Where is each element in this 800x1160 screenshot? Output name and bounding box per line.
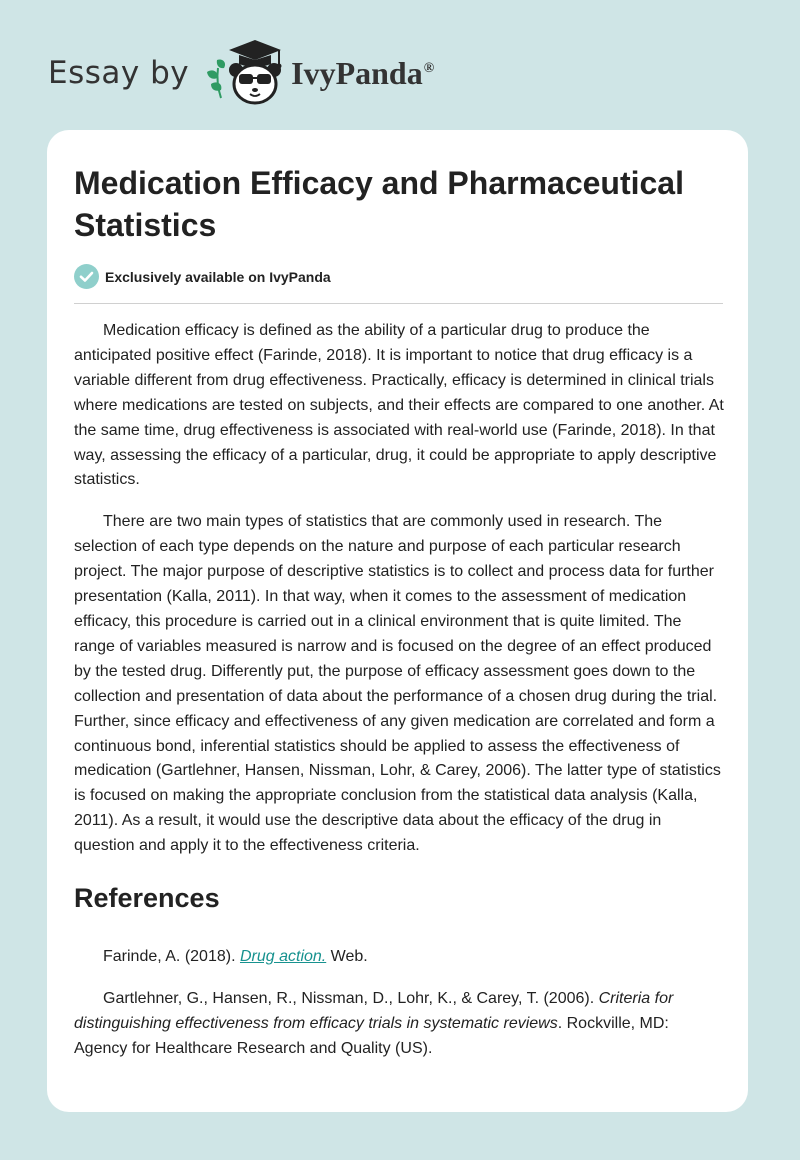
reference-title: Criteria for distinguishing effectiveness from efficacy trials in systematic reviews bbox=[74, 989, 674, 1032]
reference-item: Farinde, A. (2018). Drug action. Web. bbox=[103, 948, 368, 966]
references-heading: References bbox=[74, 883, 220, 914]
brand-header bbox=[48, 38, 434, 108]
brand-name[interactable]: IvyPanda® bbox=[291, 54, 435, 91]
reference-link[interactable]: Drug action. bbox=[239, 948, 327, 966]
page-title: Medication Efficacy and Pharmaceutical Statistics bbox=[74, 165, 684, 243]
essay-body bbox=[74, 319, 725, 1079]
panda-logo-icon[interactable] bbox=[203, 38, 285, 108]
divider bbox=[74, 303, 723, 304]
brand-prefix: Essay by bbox=[48, 55, 190, 91]
paragraph: Medication efficacy is defined as the ability of a particular drug to produce the anticipated positive effect (Farinde, 2018). It is important to notice that drug efficacy is a variable different from drug effectiveness. Practically, efficacy is determined in clinical trials where medications are tested on subjects, and their effects are compared to one another. At the same time, drug effectiveness is associated with real-world use (Farinde, 2018). In that way, assessing the efficacy of a particular, drug, it could be appropriate to apply descriptive statistics. bbox=[74, 322, 724, 489]
essay-card bbox=[47, 130, 748, 1112]
registered-mark: ® bbox=[423, 60, 435, 76]
exclusive-badge bbox=[74, 264, 331, 289]
reference-item: Gartlehner, G., Hansen, R., Nissman, D., Lohr, K., & Carey, T. (2006). Criteria for distinguishing effectiveness from efficacy trials in systematic reviews. Rockville, MD: Agency for Healthcare Research and Quality (US). bbox=[74, 989, 674, 1057]
check-circle-icon bbox=[74, 264, 99, 289]
badge-label: Exclusively available on IvyPanda bbox=[105, 268, 331, 285]
paragraph: There are two main types of statistics that are commonly used in research. The selection of each type depends on the nature and purpose of each particular research project. The major purpose of descriptive statistics is to collect and process data for further presentation (Kalla, 2011). In that way, when it comes to the assessment of medication efficacy, this procedure is carried out in a clinical environment that is quite limited. The range of variables measured is narrow and is focused on the degree of an effect produced by the tested drug. Differently put, the purpose of efficacy assessment goes down to the collection and presentation of data about the performance of a chosen drug during the trial. Further, since efficacy and effectiveness of any given medication are correlated and form a continuous bond, inferential statistics should be applied to assess the effectiveness of medication (Gartlehner, Hansen, Nissman, Lohr, & Carey, 2006). The latter type of statistics is focused on making the appropriate conclusion from the statistical data analysis (Kalla, 2011). As a result, it would use the descriptive data about the efficacy of the drug in question and apply it to the effectiveness criteria. bbox=[74, 513, 721, 855]
